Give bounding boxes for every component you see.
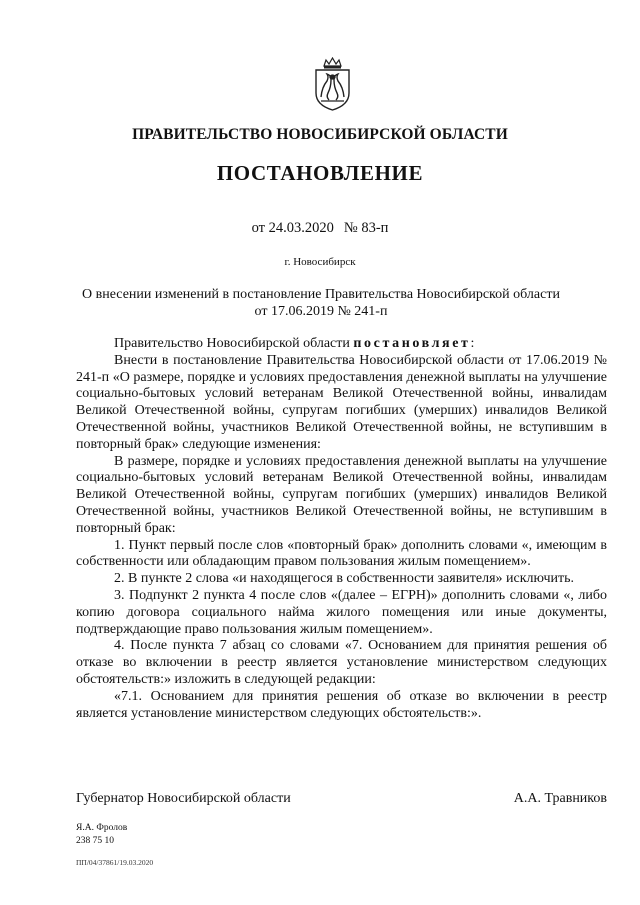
subject-line-2: от 17.06.2019 № 241-п (254, 304, 388, 319)
paragraph-3: 1. Пункт первый после слов «повторный брак» дополнить словами «, имеющим в собственности или обладающим правом пользования жилым помещением». (76, 537, 607, 570)
paragraph-6: 4. После пункта 7 абзац со словами «7. Основанием для принятия решения об отказе во включении в реестр является установление министерством следующих обстоятельств:» изложить в следующей редакции: (76, 638, 607, 687)
signatory-position: Губернатор Новосибирской области (76, 791, 291, 806)
footer-code: ПП/04/37861/19.03.2020 (76, 858, 154, 867)
document-type-title: ПОСТАНОВЛЕНИЕ (216, 161, 424, 185)
paragraph-2: В размере, порядке и условиях предоставления денежной выплаты на улучшение социально-бытовых условий ветеранам Великой Отечественной войны, инвалидам Великой Отечественной войны, супругам погибших (умерших) инвалидов Великой Отечественной войны, участников Великой Отечественной войны, не вступившим в повторный брак: (76, 453, 607, 536)
signatory-name: А.А. Травников (513, 791, 607, 806)
executor-phone: 238 75 10 (76, 836, 114, 846)
decree-colon: : (470, 336, 475, 351)
organization-name: ПРАВИТЕЛЬСТВО НОВОСИБИРСКОЙ ОБЛАСТИ (132, 126, 508, 143)
document-body (76, 336, 607, 722)
paragraph-7: «7.1. Основанием для принятия решения об отказе во включении в реестр является установление министерством следующих обстоятельств:». (76, 688, 607, 721)
city-name: г. Новосибирск (284, 256, 356, 268)
paragraph-4: 2. В пункте 2 слова «и находящегося в собственности заявителя» исключить. (114, 571, 575, 587)
document-date-number (0, 220, 640, 237)
paragraph-1: Внести в постановление Правительства Новосибирской области от 17.06.2019 № 241-п «О размере, порядке и условиях предоставления денежной выплаты на улучшение социально-бытовых условий ветеранам Великой Отечественной войны, инвалидам Великой Отечественной войны, супругам погибших (умерших) инвалидов Великой Отечественной войны, участников Великой Отечественной войны, не вступившим в повторный брак» следующие изменения: (76, 352, 607, 452)
decree-word: постановляет (353, 336, 471, 351)
coat-of-arms-icon (310, 57, 355, 112)
paragraph-5: 3. Подпункт 2 пункта 4 после слов «(далее – ЕГРН)» дополнить словами «, либо копию договора социального найма жилого помещения или иные документы, подтверждающие право пользования жилым помещением». (76, 587, 607, 637)
decree-line (76, 336, 607, 353)
document-subject (78, 286, 564, 320)
executor-block (76, 822, 127, 848)
document-date: от 24.03.2020 (251, 220, 334, 236)
executor-name: Я.А. Фролов (76, 823, 128, 833)
signature-block (76, 791, 607, 807)
decree-intro: Правительство Новосибирской области (114, 336, 350, 351)
document-number: № 83-п (343, 220, 389, 236)
subject-line-1: О внесении изменений в постановление Правительства Новосибирской области (82, 287, 560, 302)
